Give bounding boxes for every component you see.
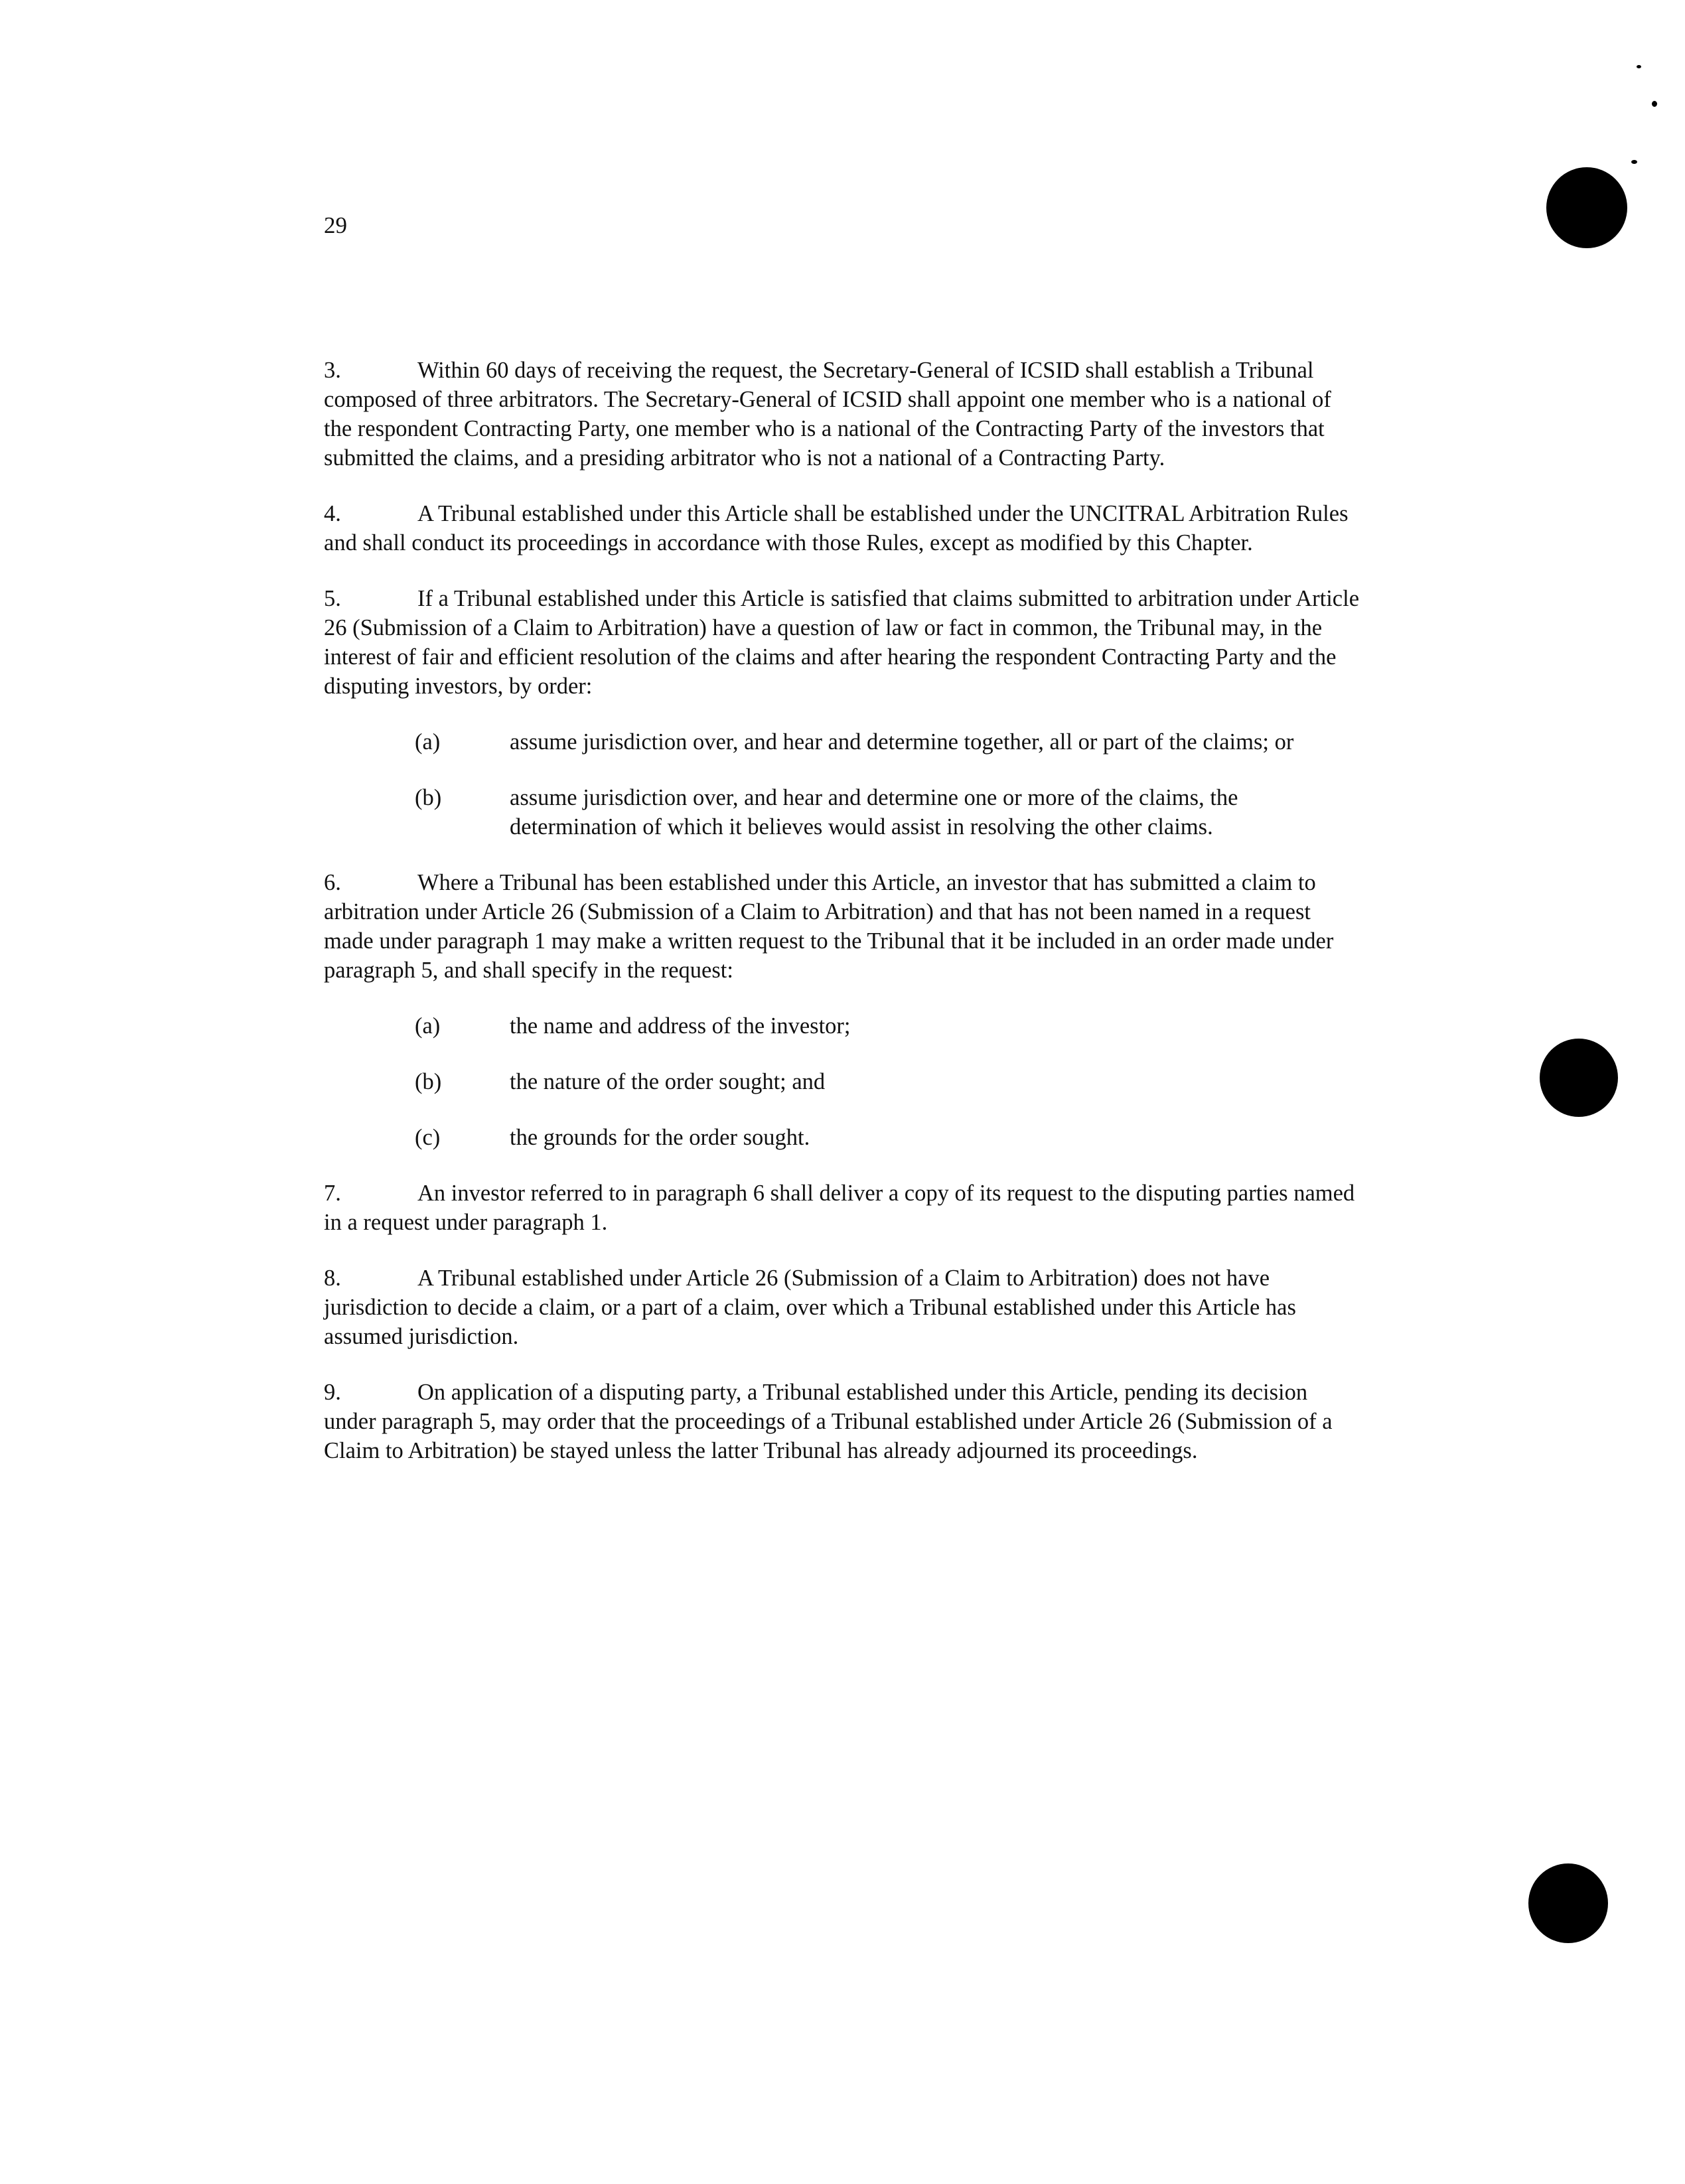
paragraph-number: 4. xyxy=(324,501,341,526)
list-item xyxy=(324,1067,1359,1096)
scan-speck xyxy=(1631,160,1637,164)
paragraph-number: 3. xyxy=(324,358,341,383)
list-item xyxy=(324,783,1359,841)
paragraph-5 xyxy=(324,584,1359,701)
paragraph-6-sublist xyxy=(324,1011,1359,1152)
item-text: the grounds for the order sought. xyxy=(510,1125,810,1150)
paragraph-number: 8. xyxy=(324,1266,341,1291)
item-label: (a) xyxy=(415,729,441,755)
paragraph-text: On application of a disputing party, a Tribunal established under this Article, pending its decision under paragraph 5, may order that the proceedings of a Tribunal established under Article 26 (Submission of a Claim to Arbitration) be stayed unless the latter Tribunal has already adjourned its proceedings. xyxy=(324,1380,1333,1463)
article-body xyxy=(324,356,1359,1492)
paragraph-3 xyxy=(324,356,1359,473)
paragraph-6 xyxy=(324,868,1359,985)
paragraph-text: A Tribunal established under Article 26 (Submission of a Claim to Arbitration) does not have jurisdiction to decide a claim, or a part of a claim, over which a Tribunal established under this Article has assumed jurisdiction. xyxy=(324,1266,1296,1349)
list-item xyxy=(324,1123,1359,1152)
paragraph-text: Within 60 days of receiving the request, the Secretary-General of ICSID shall establish a Tribunal composed of three arbitrators. The Secretary-General of ICSID shall appoint one member who is a national of the respondent Contracting Party, one member who is a national of the Contracting Party of the investors that submitted the claims, and a presiding arbitrator who is not a national of a Contracting Party. xyxy=(324,358,1331,471)
item-label: (b) xyxy=(415,1069,442,1094)
item-text: the name and address of the investor; xyxy=(510,1013,851,1039)
paragraph-7 xyxy=(324,1179,1359,1237)
paragraph-text: A Tribunal established under this Article shall be established under the UNCITRAL Arbitration Rules and shall conduct its proceedings in accordance with those Rules, except as modified by this Chapter. xyxy=(324,501,1349,555)
scan-speck xyxy=(1652,101,1657,107)
paragraph-9 xyxy=(324,1378,1359,1465)
list-item xyxy=(324,1011,1359,1041)
punch-hole-top xyxy=(1546,167,1627,248)
paragraph-text: If a Tribunal established under this Article is satisfied that claims submitted to arbitration under Article 26 (Submission of a Claim to Arbitration) have a question of law or fact in common, the Tribunal may, in the interest of fair and efficient resolution of the claims and after hearing the respondent Contracting Party and the disputing investors, by order: xyxy=(324,586,1360,699)
item-label: (b) xyxy=(415,785,442,810)
page-number: 29 xyxy=(324,212,347,238)
item-text: the nature of the order sought; and xyxy=(510,1069,826,1094)
paragraph-5-sublist xyxy=(324,727,1359,841)
paragraph-number: 5. xyxy=(324,586,341,611)
item-text: assume jurisdiction over, and hear and determine together, all or part of the claims; or xyxy=(510,729,1294,755)
punch-hole-middle xyxy=(1540,1039,1618,1117)
item-label: (c) xyxy=(415,1125,441,1150)
paragraph-number: 9. xyxy=(324,1380,341,1405)
paragraph-text: An investor referred to in paragraph 6 shall deliver a copy of its request to the disputing parties named in a request under paragraph 1. xyxy=(324,1181,1355,1235)
paragraph-text: Where a Tribunal has been established under this Article, an investor that has submitted a claim to arbitration under Article 26 (Submission of a Claim to Arbitration) and that has not been named in a request made under paragraph 1 may make a written request to the Tribunal that it be included in an order made under paragraph 5, and shall specify in the request: xyxy=(324,870,1334,983)
paragraph-number: 6. xyxy=(324,870,341,895)
paragraph-8 xyxy=(324,1264,1359,1351)
item-label: (a) xyxy=(415,1013,441,1039)
paragraph-number: 7. xyxy=(324,1181,341,1206)
punch-hole-bottom xyxy=(1528,1863,1608,1943)
item-text: assume jurisdiction over, and hear and determine one or more of the claims, the determination of which it believes would assist in resolving the other claims. xyxy=(510,785,1238,839)
list-item xyxy=(324,727,1359,757)
paragraph-4 xyxy=(324,499,1359,557)
scan-speck xyxy=(1637,65,1641,68)
